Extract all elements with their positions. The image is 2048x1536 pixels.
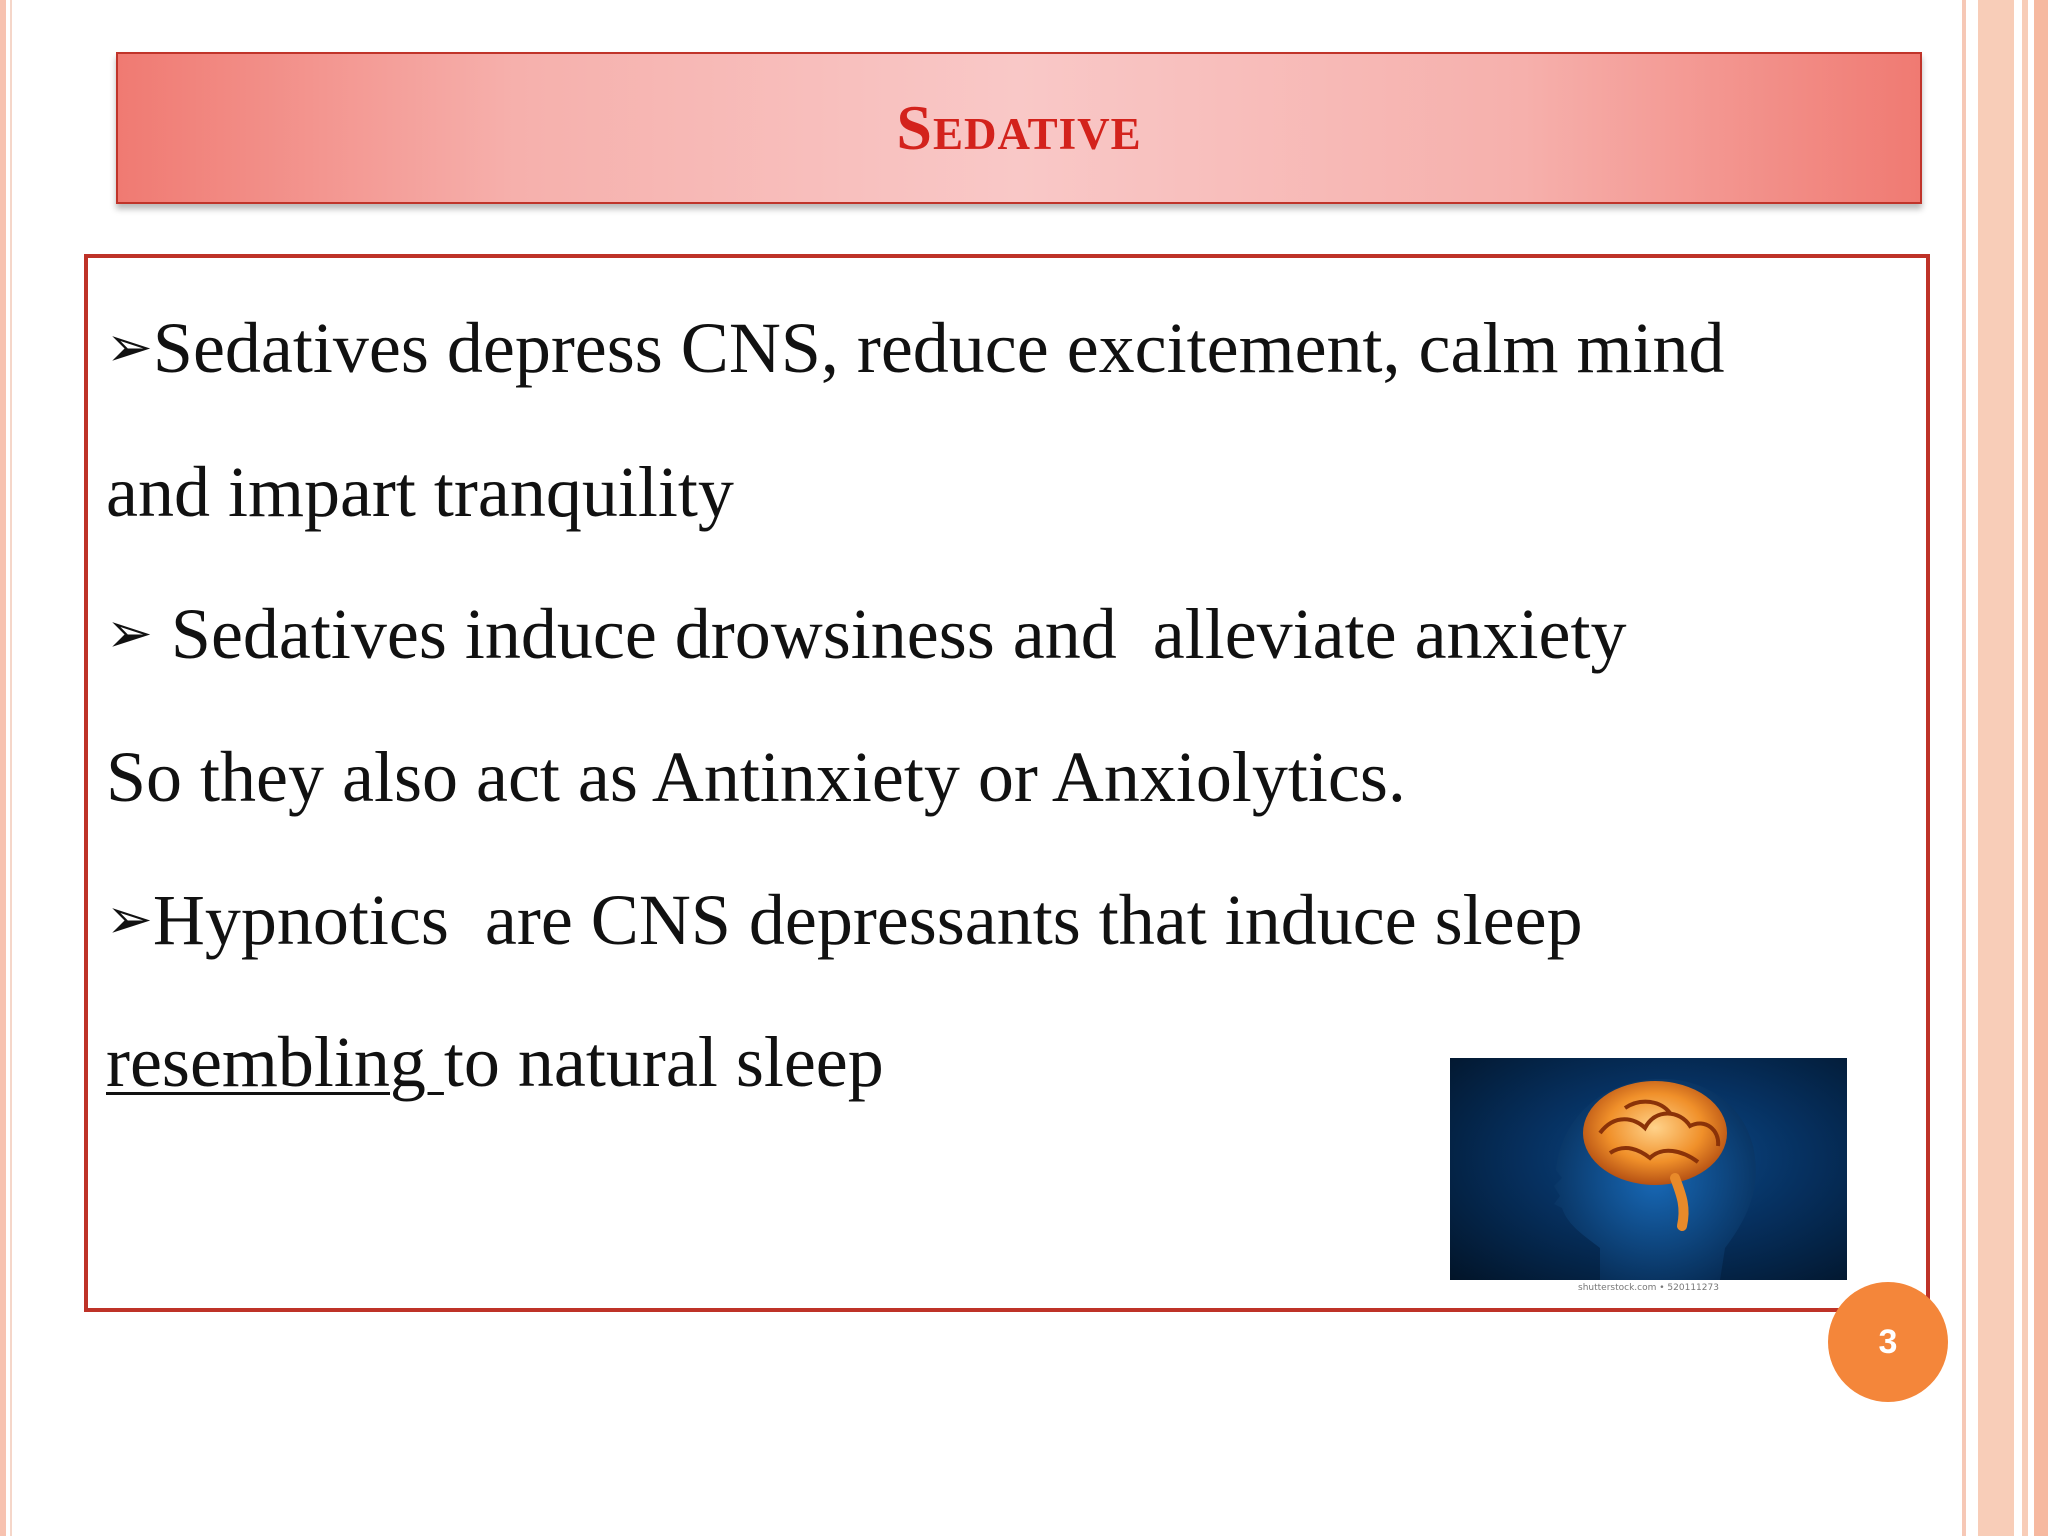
text-line-4: [106, 737, 1406, 817]
line-text: Hypnotics are CNS depressants that induce sleep: [152, 880, 1583, 960]
line-text: to natural sleep: [443, 1022, 884, 1102]
decor-stripe: [2022, 0, 2028, 1536]
decor-stripe: [0, 0, 6, 1536]
arrowhead-bullet-icon: ➢: [106, 601, 153, 666]
page-number-badge: 3: [1828, 1282, 1948, 1402]
decor-stripe: [10, 0, 12, 1536]
text-line-6: [106, 1022, 884, 1102]
slide-title: Sedative: [896, 92, 1142, 163]
line-text: Sedatives induce drowsiness and alleviate anxiety: [152, 594, 1627, 674]
line-text: and impart tranquility: [106, 452, 734, 532]
arrowhead-bullet-icon: ➢: [106, 315, 153, 380]
line-text: So they also act as Antinxiety or Anxiolytics.: [106, 737, 1406, 817]
bullet-line-5: [106, 880, 1583, 960]
decor-stripe: [1978, 0, 2014, 1536]
decor-stripe: [1962, 0, 1966, 1536]
line-text: Sedatives depress CNS, reduce excitement, calm mind: [152, 308, 1725, 388]
bullet-line-3: [106, 594, 1627, 674]
arrowhead-bullet-icon: ➢: [106, 887, 153, 952]
decor-stripe: [2034, 0, 2048, 1536]
text-line-2: [106, 452, 734, 532]
underlined-text: resembling: [106, 1022, 444, 1102]
image-caption: shutterstock.com • 520111273: [1578, 1283, 1719, 1293]
brain-head-image: [1450, 1058, 1847, 1280]
title-bar: [116, 52, 1922, 204]
bullet-line-1: [106, 308, 1725, 388]
brain-illustration: [1450, 1058, 1847, 1280]
